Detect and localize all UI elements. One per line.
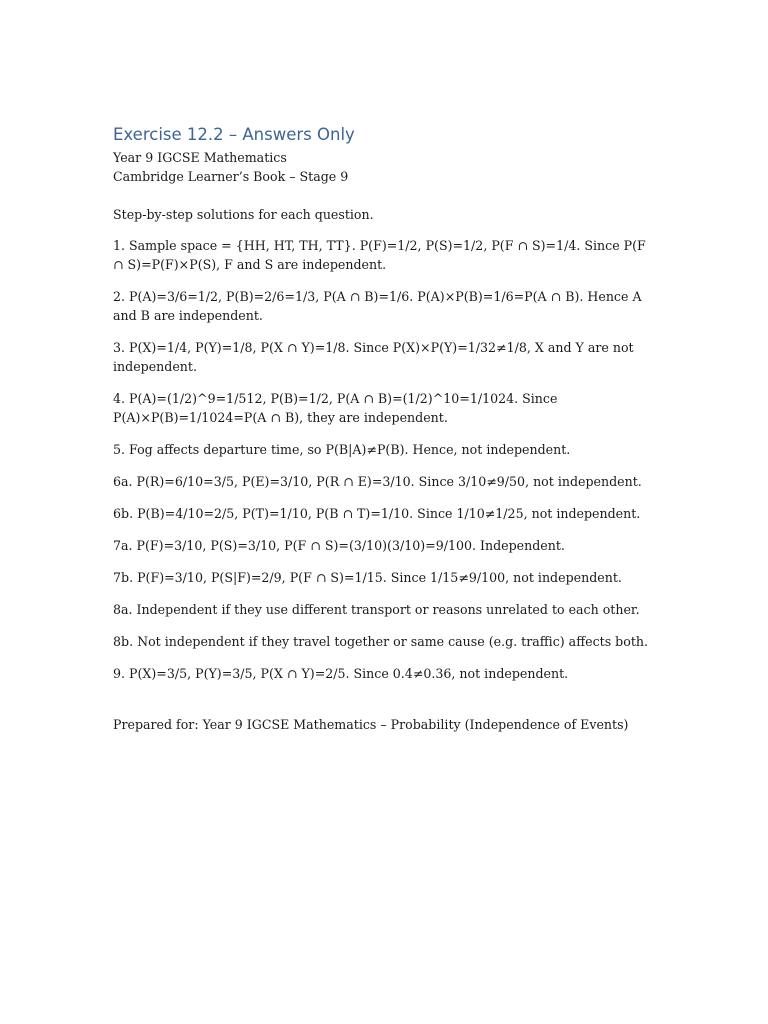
answer-item-4: 4. P(A)=(1/2)^9=1/512, P(B)=1/2, P(A ∩ B)=(1/2)^10=1/1024. Since P(A)×P(B)=1/1024=P(A ∩ B), they are independent. xyxy=(113,391,558,425)
document-title: Exercise 12.2 – Answers Only xyxy=(113,125,355,144)
answer-item-8b: 8b. Not independent if they travel together or same cause (e.g. traffic) affects both. xyxy=(113,634,648,649)
answer-item-8a: 8a. Independent if they use different transport or reasons unrelated to each other. xyxy=(113,602,640,617)
answers-list xyxy=(113,236,653,683)
intro-text: Step-by-step solutions for each question. xyxy=(113,207,374,222)
answer-item-7a: 7a. P(F)=3/10, P(S)=3/10, P(F ∩ S)=(3/10)(3/10)=9/100. Independent. xyxy=(113,538,565,553)
answer-item-6a: 6a. P(R)=6/10=3/5, P(E)=3/10, P(R ∩ E)=3/10. Since 3/10≠9/50, not independent. xyxy=(113,474,642,489)
course-subtitle: Year 9 IGCSE Mathematics xyxy=(113,150,287,165)
answer-item-3: 3. P(X)=1/4, P(Y)=1/8, P(X ∩ Y)=1/8. Since P(X)×P(Y)=1/32≠1/8, X and Y are not independent. xyxy=(113,340,634,374)
answer-item-5: 5. Fog affects departure time, so P(B|A)≠P(B). Hence, not independent. xyxy=(113,442,571,457)
answer-item-7b: 7b. P(F)=3/10, P(S|F)=2/9, P(F ∩ S)=1/15. Since 1/15≠9/100, not independent. xyxy=(113,570,622,585)
book-subtitle: Cambridge Learner’s Book – Stage 9 xyxy=(113,169,349,184)
answer-item-2: 2. P(A)=3/6=1/2, P(B)=2/6=1/3, P(A ∩ B)=1/6. P(A)×P(B)=1/6=P(A ∩ B). Hence A and B are independent. xyxy=(113,289,642,323)
answer-item-9: 9. P(X)=3/5, P(Y)=3/5, P(X ∩ Y)=2/5. Since 0.4≠0.36, not independent. xyxy=(113,666,569,681)
document-page xyxy=(113,124,653,734)
answer-item-1: 1. Sample space = {HH, HT, TH, TT}. P(F)=1/2, P(S)=1/2, P(F ∩ S)=1/4. Since P(F ∩ S)=P(F)×P(S), F and S are independent. xyxy=(113,238,646,272)
answer-item-6b: 6b. P(B)=4/10=2/5, P(T)=1/10, P(B ∩ T)=1/10. Since 1/10≠1/25, not independent. xyxy=(113,506,641,521)
footer-note: Prepared for: Year 9 IGCSE Mathematics – Probability (Independence of Events) xyxy=(113,717,629,732)
